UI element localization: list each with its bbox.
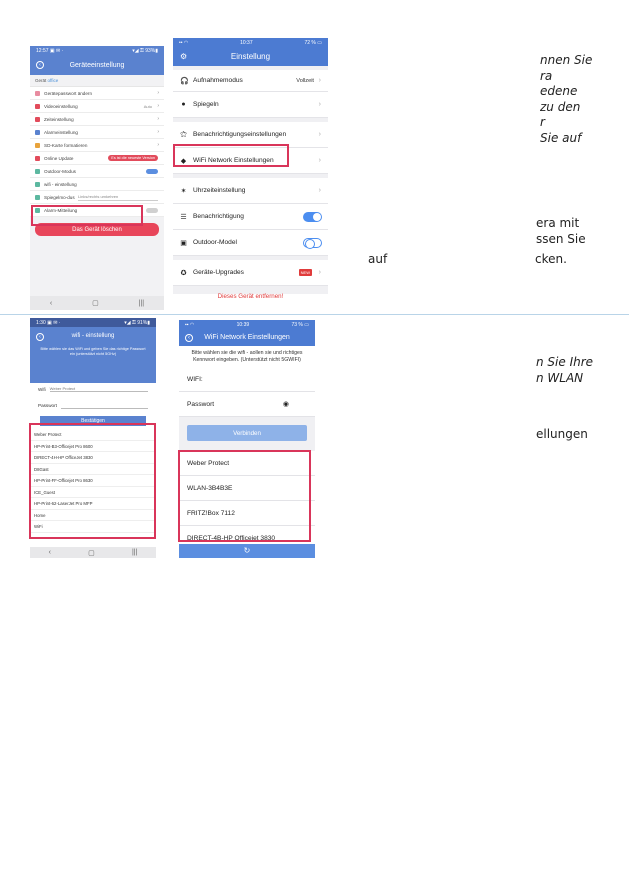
chevron-right-icon: › — [318, 157, 321, 164]
wifi-field[interactable] — [179, 367, 315, 392]
highlight-wifi-network-row — [173, 144, 289, 167]
wifi-field[interactable] — [30, 383, 156, 395]
new-badge: NEW — [300, 270, 310, 275]
device-label-text: Gerät — [35, 78, 47, 83]
password-label: Passwort — [187, 400, 215, 408]
settings-list — [173, 66, 328, 286]
show-password-icon[interactable]: ◉ — [282, 401, 289, 409]
nav-home-icon[interactable]: ▢ — [88, 549, 95, 557]
side-text-block-4: ellungen — [536, 427, 588, 441]
nav-recents-icon[interactable]: ||| — [131, 549, 138, 556]
status-left: •• ◠ — [179, 39, 189, 46]
wifi-description: Bitte wählen sie die wifi - aollen sie und richtiges Kennwort eingeben. (Unterstützt nicht 5GWIFI) — [179, 346, 315, 367]
settings-row-label: Geräte-Upgrades — [193, 269, 244, 276]
mirror-mode-select[interactable]: Links/rechts umkehren — [78, 194, 158, 201]
chevron-right-icon: › — [157, 142, 159, 148]
device-name: office — [47, 78, 59, 83]
settings-row[interactable] — [173, 260, 328, 286]
setting-icon: ✶ — [180, 187, 187, 195]
settings-row[interactable] — [173, 230, 328, 256]
gear-icon[interactable]: ⚙ — [180, 52, 188, 61]
side-text-block-3 — [536, 355, 593, 386]
highlight-wifi-row — [31, 205, 143, 226]
back-icon[interactable]: ‹ — [36, 61, 44, 69]
page-title: WiFi Network Einstellungen — [204, 334, 290, 341]
status-right: ▾◢ ⚿ 93%▮ — [132, 47, 158, 54]
settings-row-value: Vollzeit — [296, 77, 314, 84]
page-title: wifi - einstellung — [71, 333, 115, 339]
chevron-right-icon: › — [157, 129, 159, 135]
settings-row[interactable] — [173, 204, 328, 230]
network-list-item[interactable]: WiFi — [30, 521, 156, 533]
setting-icon — [35, 104, 40, 109]
refresh-icon[interactable]: ↻ — [179, 544, 315, 558]
settings-row[interactable] — [30, 152, 164, 165]
setting-icon: ☰ — [180, 213, 187, 221]
settings-list — [30, 87, 164, 217]
setting-icon: 🎧 — [180, 77, 189, 85]
android-nav-bar — [30, 547, 156, 558]
status-bar — [179, 320, 315, 329]
network-list-item[interactable]: DIRECT-4H-HP OfficeJet 3830 — [30, 452, 156, 464]
status-time: 10:37 — [240, 39, 253, 46]
network-list-item[interactable]: Weber Protect — [179, 451, 315, 476]
highlight-network-list — [178, 450, 311, 542]
chevron-right-icon: › — [318, 101, 321, 108]
settings-row[interactable] — [173, 66, 328, 92]
settings-row-label: Uhrzeiteinstellung — [193, 187, 246, 194]
chevron-right-icon: › — [318, 187, 321, 194]
setting-icon: ⚝ — [180, 130, 187, 138]
app-bar — [179, 329, 315, 346]
status-right: 73 % ▭ — [291, 321, 309, 328]
delete-device-button[interactable]: Das Gerät löschen — [35, 223, 159, 236]
status-right: 72 % ▭ — [304, 39, 322, 46]
settings-row[interactable] — [173, 178, 328, 204]
setting-icon — [35, 182, 40, 187]
settings-row-label: Alarmeinstellung — [44, 129, 78, 135]
connect-button[interactable]: Verbinden — [187, 425, 307, 441]
setting-icon: ✪ — [180, 269, 187, 277]
side-text-line: ssen Sie — [536, 231, 586, 246]
version-badge: Es ist die neueste Version — [108, 155, 158, 161]
page-title: Geräteeinstellung — [69, 61, 125, 69]
password-field[interactable] — [179, 392, 315, 417]
settings-row-label: SD-Karte formatieren — [44, 142, 88, 148]
outdoor-model-toggle[interactable] — [303, 238, 322, 248]
settings-row[interactable] — [30, 178, 164, 191]
settings-row-label: Outdoor-Modus — [44, 168, 76, 174]
chevron-right-icon: › — [318, 77, 321, 84]
nav-back-icon[interactable]: ‹ — [49, 299, 53, 307]
highlight-network-list — [29, 423, 156, 539]
outdoor-mode-toggle[interactable] — [146, 169, 158, 174]
setting-icon: ▣ — [180, 239, 187, 247]
status-left: 1:30 ▣ ✉ · — [36, 319, 61, 326]
setting-icon — [35, 130, 40, 135]
wifi-value[interactable]: Weber Protect — [50, 386, 148, 392]
settings-row-label: Zeiteinstellung — [44, 116, 74, 122]
side-text-line: zu den — [540, 99, 581, 114]
settings-row[interactable] — [173, 92, 328, 118]
chevron-right-icon: › — [157, 116, 159, 122]
settings-row-label: Outdoor-Model — [193, 239, 237, 246]
side-text-line: edene — [540, 84, 578, 98]
settings-row-label: Gerätepasswort ändern — [44, 90, 93, 96]
side-text-line: Sie auf — [540, 130, 582, 145]
wifi-label: WIFI: — [187, 375, 203, 383]
status-bar — [30, 46, 164, 55]
status-right: ▾◢ ⚿ 91%▮ — [124, 319, 150, 326]
app-bar — [173, 47, 328, 66]
network-list-item[interactable]: HP-Print-B3-Officejet Pro 8600 — [30, 441, 156, 453]
wifi-description: Bitte wählen sie das WiFi und geben Sie das richtige Passwort ein (unterstützt nicht 5GHz) — [40, 347, 146, 356]
back-icon[interactable]: ‹ — [36, 333, 44, 341]
password-label: Passwort — [38, 402, 57, 408]
settings-row-label: WiFi Network Einstellungen — [193, 157, 274, 164]
setting-icon: ◆ — [180, 157, 187, 165]
side-text-line: era mit — [536, 216, 580, 230]
settings-row-label: wifi - einstellung — [44, 181, 77, 187]
setting-icon: ● — [181, 101, 186, 108]
settings-row-label: Spiegeln — [193, 101, 219, 108]
side-text-block-1 — [540, 53, 592, 146]
nav-back-icon[interactable]: ‹ — [48, 549, 51, 556]
setting-icon — [35, 117, 40, 122]
screenshot-device-settings-android — [30, 46, 164, 310]
network-list-item[interactable]: ICE_Guest — [30, 487, 156, 499]
device-label — [30, 75, 164, 87]
nav-recents-icon[interactable]: ||| — [138, 299, 145, 307]
settings-row-value: Auto — [143, 103, 152, 109]
side-text-line: nnen Sie — [540, 53, 593, 67]
section-divider — [0, 314, 629, 315]
password-field[interactable] — [30, 395, 156, 412]
status-bar — [173, 38, 328, 47]
side-text-auf: auf — [368, 252, 388, 266]
settings-row-label: Videoeinstellung — [44, 103, 78, 109]
network-list-item[interactable]: WLAN-3B4B3E — [179, 476, 315, 501]
side-text-line: n WLAN — [536, 370, 584, 385]
settings-row[interactable] — [30, 191, 164, 204]
status-bar — [30, 318, 156, 327]
chevron-right-icon: › — [157, 90, 159, 96]
password-input[interactable] — [61, 408, 148, 409]
settings-row[interactable] — [30, 87, 164, 100]
nav-home-icon[interactable]: ▢ — [92, 300, 99, 307]
network-list-item[interactable]: HP-Print-62-LaserJet Pro MFP — [30, 498, 156, 510]
settings-row-label: Benachrichtigungseinstellungen — [193, 131, 287, 138]
settings-row[interactable] — [30, 165, 164, 178]
status-time: 10:39 — [236, 321, 250, 328]
wifi-label: Wifi — [38, 386, 46, 392]
android-nav-bar — [30, 296, 164, 310]
side-text-line: r — [540, 115, 545, 129]
side-text-line: ra — [540, 68, 553, 83]
status-left: 12:57 ▣ ✉ · — [36, 47, 64, 54]
setting-icon — [35, 195, 40, 200]
settings-row-label: Spiegelmo-dus — [44, 194, 75, 200]
page-title: Einstellung — [230, 52, 271, 61]
network-list-item[interactable]: HP-Print-FF-Officejet Pro 8630 — [30, 475, 156, 487]
settings-row-label: Benachrichtigung — [193, 213, 244, 220]
side-text-block-2 — [536, 216, 586, 247]
side-text-cken: cken. — [535, 252, 567, 266]
settings-row[interactable] — [30, 126, 164, 139]
settings-row-label: Online Update — [44, 155, 74, 161]
chevron-right-icon: › — [157, 103, 159, 109]
network-list-item[interactable]: FRITZ!Box 7112 — [179, 501, 315, 526]
network-list-item[interactable]: Home — [30, 510, 156, 522]
remove-device-link[interactable]: Dieses Gerät entfernen! — [217, 293, 284, 300]
network-list-item[interactable]: DIRECT-4B-HP Officejet 3830 — [179, 526, 315, 551]
settings-row[interactable] — [30, 139, 164, 152]
chevron-right-icon: › — [318, 131, 321, 138]
notification-toggle[interactable] — [303, 212, 322, 222]
wifi-header — [30, 327, 156, 383]
settings-row[interactable] — [30, 113, 164, 126]
setting-icon — [35, 156, 40, 161]
setting-icon — [35, 143, 40, 148]
confirm-button[interactable]: Bestätigen — [40, 416, 146, 426]
app-bar — [30, 55, 164, 75]
network-list-item[interactable]: Weber Protect — [30, 429, 156, 441]
setting-icon — [35, 169, 40, 174]
settings-row-label: Alarm-Mitteilung — [44, 207, 78, 213]
network-list-item[interactable]: D8Gast — [30, 464, 156, 476]
back-icon[interactable]: ‹ — [185, 334, 193, 342]
settings-row-label: Aufnahmemodus — [193, 77, 243, 84]
alarm-notification-toggle[interactable] — [146, 208, 158, 213]
settings-row[interactable] — [30, 100, 164, 113]
side-text-line: n Sie Ihre — [536, 355, 594, 369]
chevron-right-icon: › — [318, 269, 321, 276]
status-left: ▪▪ ◠ — [185, 321, 195, 328]
setting-icon — [35, 91, 40, 96]
